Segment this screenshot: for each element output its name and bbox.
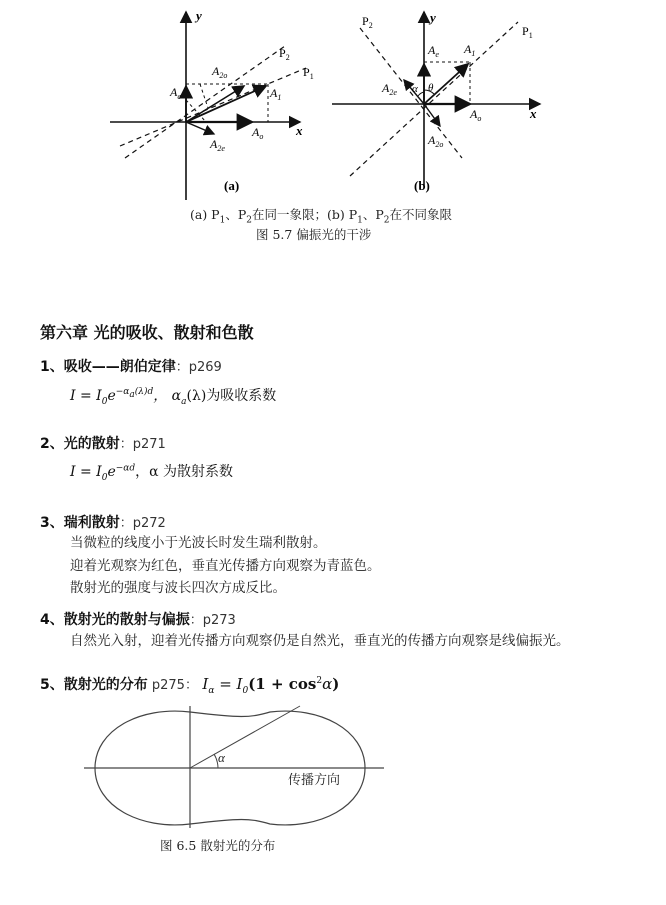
- rayleigh-line-3: 散射光的强度与波长四次方成反比。: [70, 580, 286, 596]
- alpha-angle-label: α: [218, 750, 225, 765]
- x-label-a: x: [296, 123, 303, 138]
- p1-label-b: $P_1$: [522, 24, 533, 40]
- p1-label-a: $P_1$: [303, 65, 314, 81]
- section-2-heading: 2、光的散射：p271: [40, 436, 166, 452]
- p2-label-b: $P_2$: [362, 14, 373, 30]
- a2o-vector-a: [186, 86, 244, 122]
- ae-label-a: $A_e$: [170, 85, 181, 101]
- a2o-label-a: $A_{2o}$: [212, 64, 228, 80]
- figure-5-7-subcaption: (a) $P_1$、$P_2$在同一象限；(b) $P_1$、$P_2$在不同象限: [190, 207, 453, 226]
- figure-5-7: [0, 0, 666, 200]
- formula-lambert: $I = I_0e^{-\alpha_a(\lambda)d}$， $\alpha_a(\lambda)$为吸收系数: [70, 387, 277, 407]
- figure-5-7-title: 图 5.7 偏振光的干涉: [256, 227, 372, 242]
- a2o-vector-b: [424, 104, 440, 126]
- a2e-vector-a: [186, 122, 214, 134]
- section-4-heading: 4、散射光的散射与偏振：p273: [40, 612, 236, 628]
- panel-b: [332, 10, 540, 193]
- rayleigh-line-1: 当微粒的线度小于光波长时发生瑞利散射。: [70, 535, 327, 551]
- a2e-label-b: $A_{2e}$: [382, 81, 397, 97]
- figure-6-5-caption: 图 6.5 散射光的分布: [160, 838, 276, 853]
- figure-6-5: [0, 700, 666, 870]
- y-label-b: y: [430, 10, 436, 25]
- p2-label-a: $P_2$: [279, 46, 290, 62]
- panel-b-label: (b): [414, 178, 430, 193]
- section-3-heading: 3、瑞利散射：p272: [40, 515, 166, 531]
- ao-label-a: $A_o$: [252, 125, 264, 141]
- formula-scattering: $I = I_0e^{-\alpha d}$，α 为散射系数: [70, 463, 234, 483]
- polarization-line: 自然光入射，迎着光传播方向观察仍是自然光，垂直光的传播方向观察是线偏振光。: [70, 633, 570, 649]
- propagation-direction-label: 传播方向: [288, 773, 341, 788]
- panel-a-label: (a): [224, 178, 240, 193]
- theta-label-b: θ: [428, 82, 434, 94]
- a1-label-b: $A_1$: [464, 42, 476, 58]
- formula-distribution: $I_\alpha = I_0(1 + \cos^2\alpha)$: [202, 675, 340, 696]
- a1-label-a: $A_1$: [270, 86, 282, 102]
- angle-ray: [190, 706, 300, 768]
- chapter-title: 第六章 光的吸收、散射和色散: [40, 323, 254, 342]
- p2-line-a: [125, 46, 285, 158]
- a2o-label-b: $A_{2o}$: [428, 133, 444, 149]
- a1-vector-a: [186, 86, 266, 122]
- a2e-label-a: $A_{2e}$: [210, 137, 225, 153]
- section-1-heading: 1、吸收——朗伯定律：p269: [40, 359, 222, 375]
- alpha-label-b: α: [412, 83, 418, 95]
- ao-label-b: $A_o$: [470, 107, 482, 123]
- x-label-b: x: [530, 106, 537, 121]
- ae-label-b: $A_e$: [428, 43, 439, 59]
- panel-a: [110, 8, 314, 200]
- y-label-a: y: [196, 8, 202, 23]
- p2-line-b: [360, 28, 462, 158]
- rayleigh-line-2: 迎着光观察为红色，垂直光传播方向观察为青蓝色。: [70, 558, 381, 574]
- section-5-heading: 5、散射光的分布 p275： $I_\alpha = I_0(1 + \cos^2\alpha)$: [40, 675, 340, 696]
